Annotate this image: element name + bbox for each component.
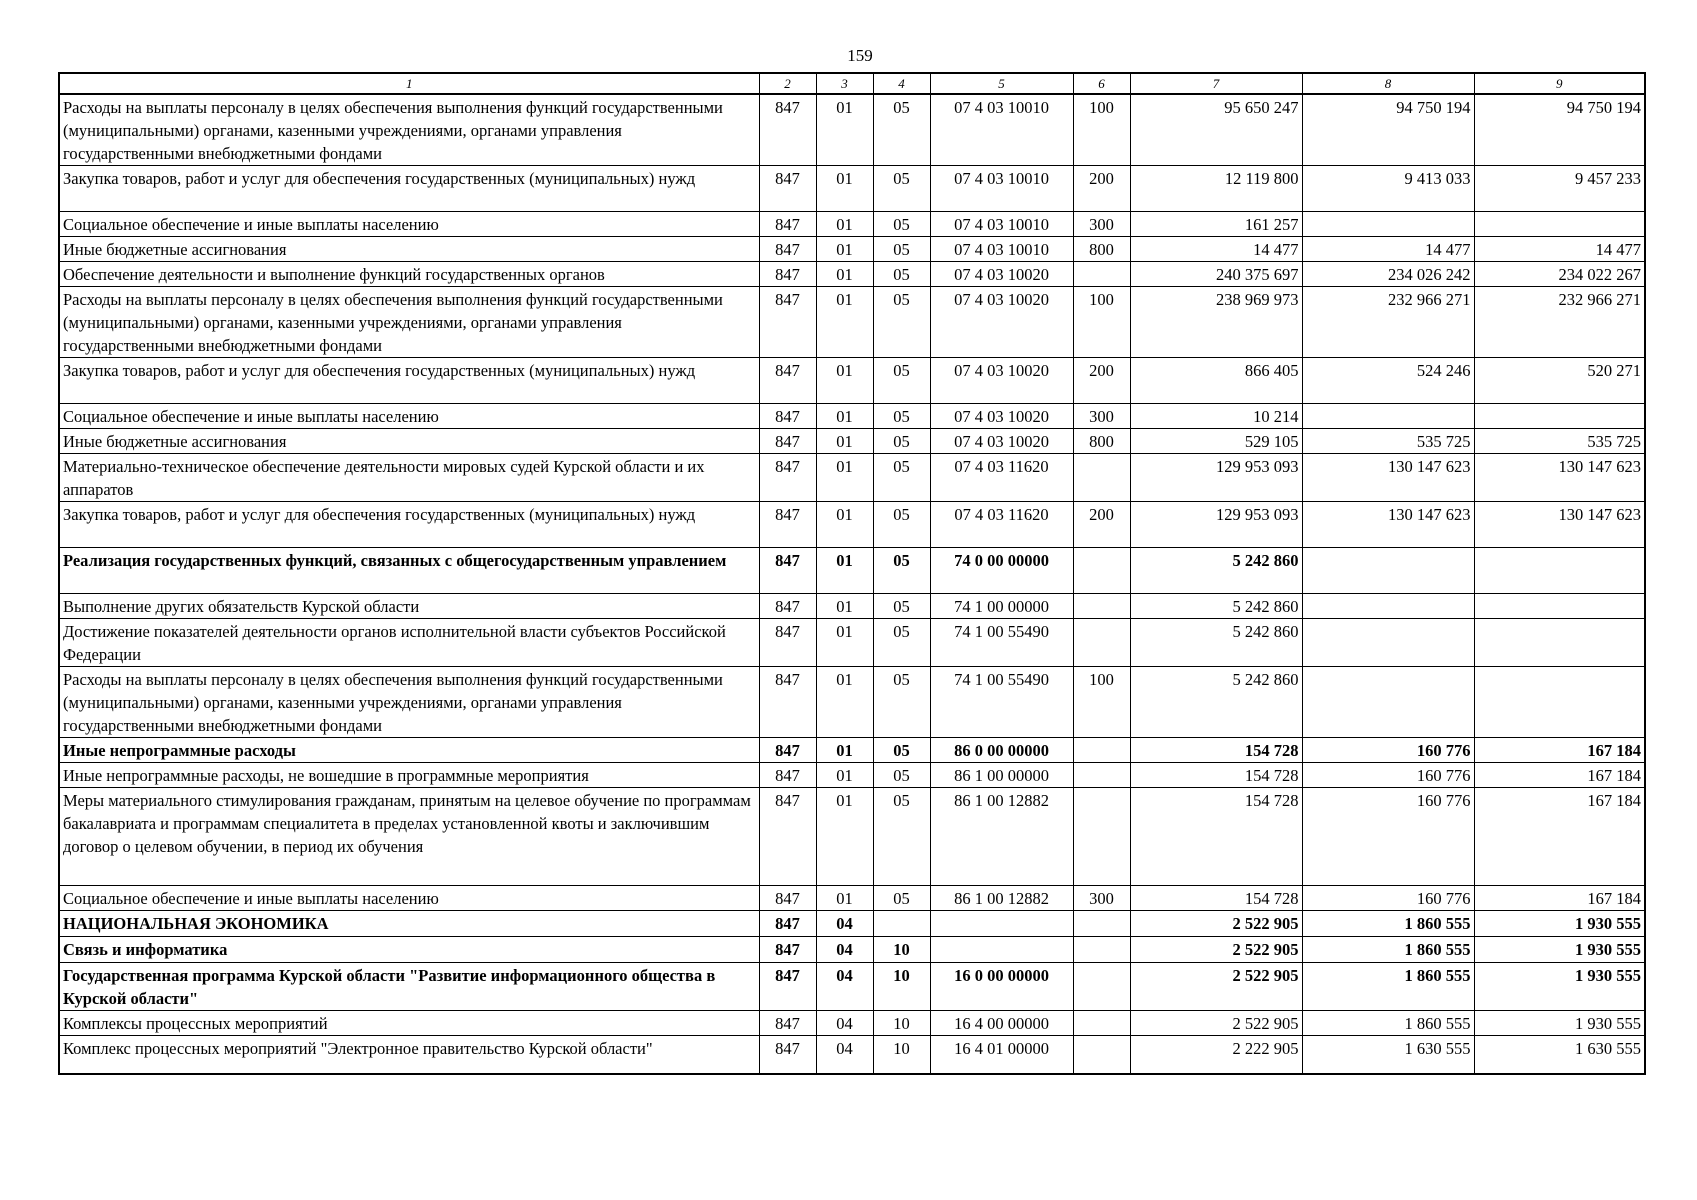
cell-target-article: 07 4 03 10020 — [930, 404, 1073, 429]
cell-amount-year3: 1 930 555 — [1474, 963, 1645, 1011]
cell-section-code: 01 — [816, 502, 873, 548]
cell-section-code: 01 — [816, 287, 873, 358]
cell-ministry-code: 847 — [759, 454, 816, 502]
cell-amount-year1: 238 969 973 — [1130, 287, 1302, 358]
cell-amount-year1: 2 522 905 — [1130, 963, 1302, 1011]
cell-expense-type — [1073, 594, 1130, 619]
cell-section-code: 01 — [816, 237, 873, 262]
table-row — [59, 788, 1645, 886]
cell-description: Расходы на выплаты персоналу в целях обеспечения выполнения функций государственными (муниципальными) органами, казенными учреждениями, органами управления государственными внебюджетными фондами — [59, 287, 759, 358]
table-row — [59, 166, 1645, 212]
cell-section-code: 01 — [816, 454, 873, 502]
cell-subsection-code: 05 — [873, 166, 930, 212]
table-row — [59, 404, 1645, 429]
cell-amount-year1: 154 728 — [1130, 763, 1302, 788]
cell-section-code: 01 — [816, 738, 873, 763]
cell-amount-year3: 167 184 — [1474, 788, 1645, 886]
cell-description: Иные непрограммные расходы, не вошедшие в программные мероприятия — [59, 763, 759, 788]
cell-section-code: 01 — [816, 358, 873, 404]
table-row — [59, 886, 1645, 911]
column-header: 7 — [1130, 73, 1302, 94]
column-header: 9 — [1474, 73, 1645, 94]
cell-expense-type — [1073, 963, 1130, 1011]
cell-ministry-code: 847 — [759, 358, 816, 404]
cell-target-article: 07 4 03 10010 — [930, 237, 1073, 262]
cell-amount-year2: 232 966 271 — [1302, 287, 1474, 358]
table-row — [59, 287, 1645, 358]
cell-amount-year2 — [1302, 548, 1474, 594]
cell-section-code: 01 — [816, 788, 873, 886]
cell-expense-type: 800 — [1073, 429, 1130, 454]
cell-description: Выполнение других обязательств Курской области — [59, 594, 759, 619]
cell-subsection-code: 05 — [873, 594, 930, 619]
cell-expense-type — [1073, 619, 1130, 667]
cell-amount-year2: 535 725 — [1302, 429, 1474, 454]
cell-ministry-code: 847 — [759, 963, 816, 1011]
cell-ministry-code: 847 — [759, 911, 816, 937]
cell-amount-year3: 1 630 555 — [1474, 1036, 1645, 1074]
table-row — [59, 963, 1645, 1011]
cell-description: Комплекс процессных мероприятий "Электронное правительство Курской области" — [59, 1036, 759, 1074]
cell-amount-year3: 1 930 555 — [1474, 1011, 1645, 1036]
cell-amount-year2: 1 630 555 — [1302, 1036, 1474, 1074]
cell-subsection-code: 05 — [873, 619, 930, 667]
cell-section-code: 01 — [816, 212, 873, 237]
cell-amount-year2: 1 860 555 — [1302, 1011, 1474, 1036]
table-row — [59, 937, 1645, 963]
column-header: 6 — [1073, 73, 1130, 94]
cell-ministry-code: 847 — [759, 594, 816, 619]
cell-amount-year3: 167 184 — [1474, 886, 1645, 911]
table-row — [59, 429, 1645, 454]
cell-description: Расходы на выплаты персоналу в целях обеспечения выполнения функций государственными (муниципальными) органами, казенными учреждениями, органами управления государственными внебюджетными фондами — [59, 667, 759, 738]
cell-description: Иные бюджетные ассигнования — [59, 237, 759, 262]
cell-subsection-code: 05 — [873, 738, 930, 763]
cell-amount-year3: 1 930 555 — [1474, 911, 1645, 937]
cell-subsection-code: 05 — [873, 667, 930, 738]
cell-amount-year1: 154 728 — [1130, 886, 1302, 911]
cell-section-code: 04 — [816, 1011, 873, 1036]
cell-subsection-code: 05 — [873, 262, 930, 287]
cell-section-code: 04 — [816, 911, 873, 937]
table-row — [59, 262, 1645, 287]
cell-section-code: 01 — [816, 763, 873, 788]
cell-expense-type — [1073, 1036, 1130, 1074]
cell-amount-year2: 524 246 — [1302, 358, 1474, 404]
cell-amount-year2: 14 477 — [1302, 237, 1474, 262]
cell-subsection-code: 05 — [873, 763, 930, 788]
cell-ministry-code: 847 — [759, 404, 816, 429]
table-row — [59, 212, 1645, 237]
column-number-row — [59, 73, 1645, 94]
cell-subsection-code: 05 — [873, 454, 930, 502]
cell-target-article: 74 1 00 00000 — [930, 594, 1073, 619]
cell-expense-type — [1073, 911, 1130, 937]
cell-amount-year1: 154 728 — [1130, 788, 1302, 886]
cell-ministry-code: 847 — [759, 429, 816, 454]
cell-amount-year2 — [1302, 212, 1474, 237]
cell-amount-year1: 240 375 697 — [1130, 262, 1302, 287]
cell-ministry-code: 847 — [759, 287, 816, 358]
cell-target-article: 07 4 03 10020 — [930, 287, 1073, 358]
cell-description: Материально-техническое обеспечение деятельности мировых судей Курской области и их аппаратов — [59, 454, 759, 502]
cell-description: Социальное обеспечение и иные выплаты населению — [59, 404, 759, 429]
cell-expense-type — [1073, 738, 1130, 763]
table-row — [59, 1036, 1645, 1074]
column-header: 2 — [759, 73, 816, 94]
column-header: 8 — [1302, 73, 1474, 94]
cell-subsection-code: 05 — [873, 548, 930, 594]
cell-expense-type: 300 — [1073, 404, 1130, 429]
table-row — [59, 1011, 1645, 1036]
cell-ministry-code: 847 — [759, 262, 816, 287]
budget-table-body — [59, 73, 1645, 1074]
table-row — [59, 548, 1645, 594]
cell-amount-year3: 130 147 623 — [1474, 454, 1645, 502]
cell-amount-year2: 130 147 623 — [1302, 502, 1474, 548]
cell-expense-type: 200 — [1073, 166, 1130, 212]
cell-section-code: 04 — [816, 963, 873, 1011]
cell-target-article: 86 1 00 00000 — [930, 763, 1073, 788]
cell-target-article: 16 4 01 00000 — [930, 1036, 1073, 1074]
cell-expense-type — [1073, 262, 1130, 287]
table-row — [59, 454, 1645, 502]
cell-amount-year1: 14 477 — [1130, 237, 1302, 262]
cell-target-article: 07 4 03 11620 — [930, 454, 1073, 502]
cell-amount-year2: 160 776 — [1302, 788, 1474, 886]
cell-expense-type — [1073, 763, 1130, 788]
cell-section-code: 01 — [816, 166, 873, 212]
cell-amount-year2: 234 026 242 — [1302, 262, 1474, 287]
cell-amount-year1: 5 242 860 — [1130, 594, 1302, 619]
cell-amount-year1: 2 522 905 — [1130, 937, 1302, 963]
cell-amount-year3: 520 271 — [1474, 358, 1645, 404]
cell-section-code: 01 — [816, 886, 873, 911]
cell-amount-year1: 5 242 860 — [1130, 667, 1302, 738]
table-row — [59, 619, 1645, 667]
cell-amount-year1: 161 257 — [1130, 212, 1302, 237]
cell-section-code: 01 — [816, 94, 873, 166]
cell-subsection-code — [873, 911, 930, 937]
column-header: 1 — [59, 73, 759, 94]
page-number: 159 — [847, 46, 873, 65]
cell-ministry-code: 847 — [759, 788, 816, 886]
cell-amount-year1: 12 119 800 — [1130, 166, 1302, 212]
cell-amount-year1: 2 522 905 — [1130, 1011, 1302, 1036]
cell-ministry-code: 847 — [759, 937, 816, 963]
cell-amount-year3: 1 930 555 — [1474, 937, 1645, 963]
cell-target-article: 07 4 03 10010 — [930, 212, 1073, 237]
cell-expense-type: 100 — [1073, 667, 1130, 738]
cell-expense-type — [1073, 454, 1130, 502]
cell-subsection-code: 10 — [873, 1036, 930, 1074]
cell-subsection-code: 05 — [873, 886, 930, 911]
cell-amount-year2 — [1302, 594, 1474, 619]
cell-amount-year3: 130 147 623 — [1474, 502, 1645, 548]
cell-amount-year1: 2 522 905 — [1130, 911, 1302, 937]
cell-description: НАЦИОНАЛЬНАЯ ЭКОНОМИКА — [59, 911, 759, 937]
cell-expense-type — [1073, 788, 1130, 886]
cell-description: Меры материального стимулирования гражданам, принятым на целевое обучение по программам бакалавриата и программам специалитета в пределах установленной квоты и заключившим договор о целевом обучении, в период их обучения — [59, 788, 759, 886]
cell-amount-year2: 1 860 555 — [1302, 911, 1474, 937]
cell-target-article — [930, 937, 1073, 963]
cell-amount-year3: 94 750 194 — [1474, 94, 1645, 166]
cell-section-code: 01 — [816, 429, 873, 454]
cell-amount-year3 — [1474, 548, 1645, 594]
cell-subsection-code: 05 — [873, 237, 930, 262]
cell-ministry-code: 847 — [759, 212, 816, 237]
cell-expense-type — [1073, 1011, 1130, 1036]
cell-target-article: 16 4 00 00000 — [930, 1011, 1073, 1036]
cell-description: Государственная программа Курской области "Развитие информационного общества в Курской области" — [59, 963, 759, 1011]
column-header: 3 — [816, 73, 873, 94]
table-row — [59, 237, 1645, 262]
cell-expense-type: 100 — [1073, 94, 1130, 166]
cell-target-article — [930, 911, 1073, 937]
cell-target-article: 74 1 00 55490 — [930, 619, 1073, 667]
cell-ministry-code: 847 — [759, 619, 816, 667]
cell-subsection-code: 10 — [873, 963, 930, 1011]
cell-section-code: 01 — [816, 548, 873, 594]
cell-ministry-code: 847 — [759, 763, 816, 788]
table-row — [59, 594, 1645, 619]
cell-description: Закупка товаров, работ и услуг для обеспечения государственных (муниципальных) нужд — [59, 502, 759, 548]
cell-amount-year3: 9 457 233 — [1474, 166, 1645, 212]
cell-subsection-code: 05 — [873, 287, 930, 358]
cell-amount-year2: 160 776 — [1302, 738, 1474, 763]
cell-target-article: 86 0 00 00000 — [930, 738, 1073, 763]
cell-section-code: 01 — [816, 667, 873, 738]
cell-amount-year3: 232 966 271 — [1474, 287, 1645, 358]
cell-amount-year1: 10 214 — [1130, 404, 1302, 429]
cell-amount-year2: 1 860 555 — [1302, 937, 1474, 963]
cell-target-article: 07 4 03 11620 — [930, 502, 1073, 548]
cell-section-code: 01 — [816, 262, 873, 287]
cell-description: Реализация государственных функций, связанных с общегосударственным управлением — [59, 548, 759, 594]
cell-target-article: 16 0 00 00000 — [930, 963, 1073, 1011]
cell-description: Закупка товаров, работ и услуг для обеспечения государственных (муниципальных) нужд — [59, 166, 759, 212]
cell-amount-year1: 866 405 — [1130, 358, 1302, 404]
table-row — [59, 667, 1645, 738]
cell-amount-year3 — [1474, 667, 1645, 738]
cell-description: Закупка товаров, работ и услуг для обеспечения государственных (муниципальных) нужд — [59, 358, 759, 404]
cell-expense-type: 200 — [1073, 358, 1130, 404]
cell-description: Достижение показателей деятельности органов исполнительной власти субъектов Российской Федерации — [59, 619, 759, 667]
cell-amount-year3 — [1474, 404, 1645, 429]
cell-amount-year3: 167 184 — [1474, 763, 1645, 788]
cell-amount-year3: 535 725 — [1474, 429, 1645, 454]
cell-ministry-code: 847 — [759, 548, 816, 594]
cell-expense-type: 300 — [1073, 212, 1130, 237]
cell-target-article: 07 4 03 10020 — [930, 358, 1073, 404]
cell-amount-year3: 167 184 — [1474, 738, 1645, 763]
cell-subsection-code: 05 — [873, 429, 930, 454]
cell-amount-year1: 529 105 — [1130, 429, 1302, 454]
cell-amount-year2 — [1302, 404, 1474, 429]
cell-amount-year1: 129 953 093 — [1130, 454, 1302, 502]
cell-subsection-code: 10 — [873, 937, 930, 963]
cell-section-code: 04 — [816, 1036, 873, 1074]
cell-amount-year3: 14 477 — [1474, 237, 1645, 262]
cell-expense-type: 100 — [1073, 287, 1130, 358]
cell-section-code: 01 — [816, 619, 873, 667]
cell-expense-type: 800 — [1073, 237, 1130, 262]
cell-ministry-code: 847 — [759, 667, 816, 738]
cell-amount-year2 — [1302, 667, 1474, 738]
cell-ministry-code: 847 — [759, 1036, 816, 1074]
cell-amount-year2: 1 860 555 — [1302, 963, 1474, 1011]
cell-ministry-code: 847 — [759, 237, 816, 262]
cell-target-article: 86 1 00 12882 — [930, 886, 1073, 911]
cell-description: Обеспечение деятельности и выполнение функций государственных органов — [59, 262, 759, 287]
cell-ministry-code: 847 — [759, 94, 816, 166]
cell-target-article: 07 4 03 10020 — [930, 262, 1073, 287]
cell-subsection-code: 05 — [873, 212, 930, 237]
cell-description: Социальное обеспечение и иные выплаты населению — [59, 886, 759, 911]
cell-description: Расходы на выплаты персоналу в целях обеспечения выполнения функций государственными (муниципальными) органами, казенными учреждениями, органами управления государственными внебюджетными фондами — [59, 94, 759, 166]
cell-description: Социальное обеспечение и иные выплаты населению — [59, 212, 759, 237]
cell-amount-year3 — [1474, 619, 1645, 667]
cell-ministry-code: 847 — [759, 166, 816, 212]
table-row — [59, 911, 1645, 937]
cell-amount-year2: 160 776 — [1302, 886, 1474, 911]
cell-amount-year1: 154 728 — [1130, 738, 1302, 763]
cell-amount-year2: 160 776 — [1302, 763, 1474, 788]
cell-subsection-code: 05 — [873, 358, 930, 404]
cell-section-code: 01 — [816, 404, 873, 429]
cell-description: Связь и информатика — [59, 937, 759, 963]
table-row — [59, 502, 1645, 548]
cell-subsection-code: 05 — [873, 502, 930, 548]
table-row — [59, 358, 1645, 404]
cell-expense-type — [1073, 548, 1130, 594]
cell-amount-year1: 5 242 860 — [1130, 548, 1302, 594]
cell-amount-year1: 2 222 905 — [1130, 1036, 1302, 1074]
cell-amount-year2: 130 147 623 — [1302, 454, 1474, 502]
column-header: 5 — [930, 73, 1073, 94]
cell-target-article: 74 0 00 00000 — [930, 548, 1073, 594]
table-row — [59, 763, 1645, 788]
budget-table — [58, 72, 1646, 1075]
cell-ministry-code: 847 — [759, 738, 816, 763]
table-row — [59, 94, 1645, 166]
cell-subsection-code: 05 — [873, 94, 930, 166]
cell-expense-type: 300 — [1073, 886, 1130, 911]
cell-subsection-code: 05 — [873, 404, 930, 429]
cell-amount-year2 — [1302, 619, 1474, 667]
cell-target-article: 07 4 03 10010 — [930, 166, 1073, 212]
cell-amount-year3 — [1474, 594, 1645, 619]
cell-amount-year2: 9 413 033 — [1302, 166, 1474, 212]
cell-amount-year3: 234 022 267 — [1474, 262, 1645, 287]
cell-description: Комплексы процессных мероприятий — [59, 1011, 759, 1036]
cell-amount-year3 — [1474, 212, 1645, 237]
cell-subsection-code: 10 — [873, 1011, 930, 1036]
cell-amount-year2: 94 750 194 — [1302, 94, 1474, 166]
cell-target-article: 74 1 00 55490 — [930, 667, 1073, 738]
cell-section-code: 01 — [816, 594, 873, 619]
cell-subsection-code: 05 — [873, 788, 930, 886]
cell-description: Иные бюджетные ассигнования — [59, 429, 759, 454]
cell-amount-year1: 129 953 093 — [1130, 502, 1302, 548]
cell-target-article: 07 4 03 10010 — [930, 94, 1073, 166]
cell-ministry-code: 847 — [759, 1011, 816, 1036]
cell-ministry-code: 847 — [759, 502, 816, 548]
table-row — [59, 738, 1645, 763]
cell-expense-type: 200 — [1073, 502, 1130, 548]
cell-amount-year1: 95 650 247 — [1130, 94, 1302, 166]
column-header: 4 — [873, 73, 930, 94]
cell-expense-type — [1073, 937, 1130, 963]
cell-ministry-code: 847 — [759, 886, 816, 911]
cell-section-code: 04 — [816, 937, 873, 963]
cell-description: Иные непрограммные расходы — [59, 738, 759, 763]
cell-target-article: 07 4 03 10020 — [930, 429, 1073, 454]
cell-amount-year1: 5 242 860 — [1130, 619, 1302, 667]
cell-target-article: 86 1 00 12882 — [930, 788, 1073, 886]
